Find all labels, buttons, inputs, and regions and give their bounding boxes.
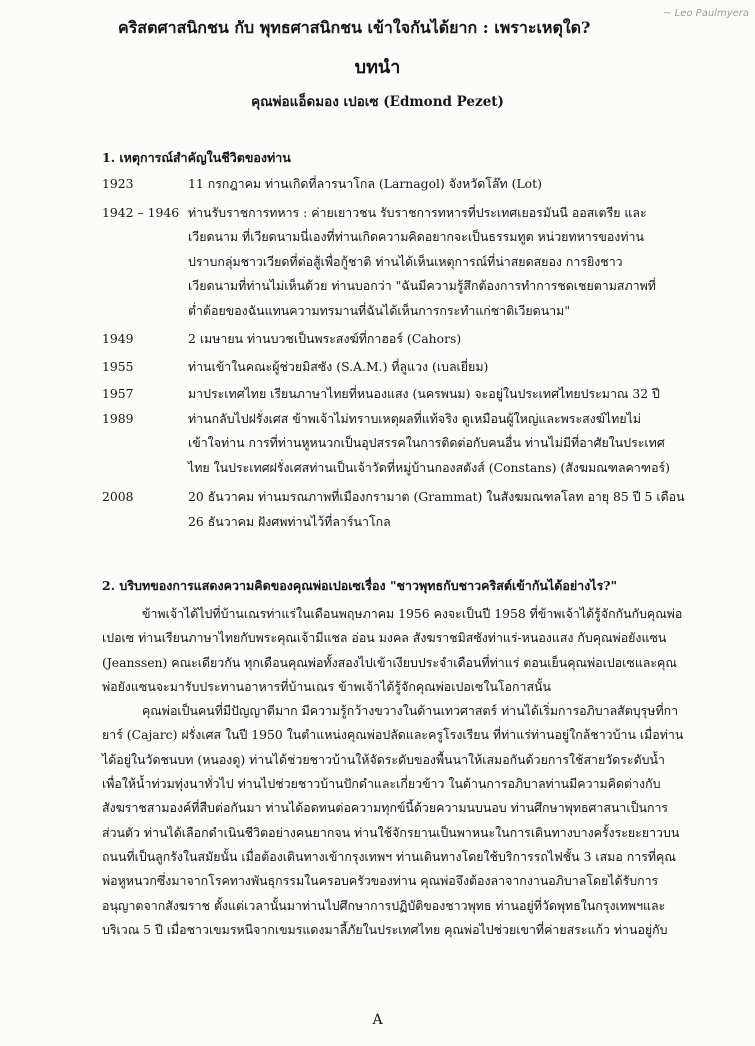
timeline-line: 2 เมษายน ท่านบวชเป็นพระสงฆ์ที่กาฮอร์ (Cahors) xyxy=(188,331,462,346)
timeline-text xyxy=(188,327,682,352)
paragraph-line: อนุญาตจากสังฆราช ตั้งแต่เวลานั้นมาท่านไปศึกษาการปฏิบัติของชาวพุทธ ท่านอยู่ที่วัดพุทธในกรุงเทพฯและ xyxy=(102,897,666,913)
timeline-line: ไทย ในประเทศฝรั่งเศสท่านเป็นเจ้าวัดที่หมู่บ้านกองสตังส์ (Constans) (สังฆมณฑลคาฑอร์) xyxy=(188,459,671,475)
timeline-text xyxy=(188,407,682,481)
timeline-line: ปราบกลุ่มชาวเวียดที่ต่อสู้เพื่อกู้ชาติ ท่านได้เห็นเหตุการณ์ที่น่าสยดสยอง การยิงชาว xyxy=(188,253,623,269)
author-name: คุณพ่อแอ็ดมอง เปอเซ (Edmond Pezet) xyxy=(251,94,504,110)
timeline-line: เวียดนาม ที่เวียดนามนี่เองที่ท่านเกิดความคิดอยากจะเป็นธรรมทูต หน่วยทหารของท่าน xyxy=(188,229,644,244)
document-subtitle: บทนำ xyxy=(354,57,401,78)
paragraph-line: คุณพ่อเป็นคนที่มีปัญญาดีมาก มีความรู้กว้างขวางในด้านเทวศาสตร์ ท่านได้เริ่มการอภิบาลสัตบุรุษที่กา xyxy=(142,703,679,719)
paragraph-line: เพื่อให้น้ำท่วมทุ่งนาทั่วไป ท่านไปช่วยชาวบ้านปักดำและเกี่ยวข้าว ในด้านการอภิบาลท่านมีความคิดต่างกับ xyxy=(102,776,661,792)
paragraph-line: เปอเซ ท่านเรียนภาษาไทยกับพระคุณเจ้ามีแชล อ่อน มงคล สังฆราชมิสซังท่าแร่-หนองแสง กับคุณพ่อยังแซน xyxy=(102,630,667,646)
timeline-text xyxy=(188,382,682,407)
timeline-entry xyxy=(102,201,682,324)
section-2-body xyxy=(102,602,682,942)
paragraph-line: ถนนที่เป็นลูกรังในสมัยนั้น เมื่อต้องเดินทางเข้ากรุงเทพฯ ท่านเดินทางโดยใช้บริการรถไฟชั้น 3 เสมอ การที่คุณ xyxy=(102,848,676,864)
paragraph-line: (Jeanssen) คณะเดียวกัน ทุกเดือนคุณพ่อทั้งสองไปเข้าเงียบประจำเดือนที่ท่าแร่ ตอนเย็นคุณพ่อเปอเซและคุณ xyxy=(102,654,677,670)
timeline-entry xyxy=(102,407,682,481)
timeline-entry xyxy=(102,355,682,380)
timeline-text xyxy=(188,485,685,534)
timeline-line: เข้าใจท่าน การที่ท่านหูหนวกเป็นอุปสรรคในการติดต่อกับคนอื่น ท่านไม่มีที่อาศัยในประเทศ xyxy=(188,435,665,450)
timeline-year: 1923 xyxy=(102,176,134,191)
timeline-text xyxy=(188,201,682,324)
paragraph xyxy=(102,699,682,942)
timeline-list xyxy=(102,172,685,534)
paragraph-line: บริเวณ 5 ปี เมื่อชาวเขมรหนีจากเขมรแดงมาลี้ภัยในประเทศไทย คุณพ่อไปช่วยเขาที่ค่ายสระแก้ว ท่านอยู่กับ xyxy=(102,921,668,937)
timeline-year: 2008 xyxy=(102,489,134,504)
timeline-year: 1942 – 1946 xyxy=(102,204,180,220)
timeline-line: 26 ธันวาคม ฝังศพท่านไว้ที่ลาร์นาโกล xyxy=(188,513,391,529)
paragraph xyxy=(102,602,682,699)
timeline-line: มาประเทศไทย เรียนภาษาไทยที่หนองแสง (นครพนม) จะอยู่ในประเทศไทยประมาณ 32 ปี xyxy=(188,386,660,401)
paragraph-line: ส่วนตัว ท่านได้เลือกดำเนินชีวิตอย่างคนยากจน ท่านใช้จักรยานเป็นพาหนะในการเดินทางบางครั้งระยะยาวบน xyxy=(102,824,680,840)
timeline-year: 1957 xyxy=(102,386,134,401)
timeline-line: 20 ธันวาคม ท่านมรณภาพที่เมืองกรามาต (Grammat) ในสังฆมณฑลโลท อายุ 85 ปี 5 เดือน xyxy=(188,489,685,504)
paragraph-line: พ่อหูหนวกซึ่งมาจากโรคทางพันธุกรรมในครอบครัวของท่าน คุณพ่อจึงต้องลาจากงานอภิบาลโดยได้รับการ xyxy=(102,873,659,889)
section-2-heading: 2. บริบทของการแสดงความคิดของคุณพ่อเปอเซเรื่อง "ชาวพุทธกับชาวคริสต์เข้ากันได้อย่างไร?" xyxy=(102,578,618,593)
timeline-line: 11 กรกฎาคม ท่านเกิดที่ลารนาโกล (Larnagol) จังหวัดโล๊ท (Lot) xyxy=(188,176,542,191)
paragraph-line: พ่อยังแซนจะมารับประทานอาหารที่บ้านเณร ข้าพเจ้าได้รู้จักคุณพ่อเปอเซในโอกาสนั้น xyxy=(102,678,551,694)
timeline-year: 1989 xyxy=(102,410,134,426)
timeline-entry xyxy=(102,485,685,534)
margin-handwriting: ~ Leo Paulmyera xyxy=(663,8,749,19)
paragraph-line: สังฆราชสามองค์ที่สืบต่อกันมา ท่านได้อดทนต่อความทุกข์นี้ด้วยความนบนอบ ท่านศึกษาพุทธศาสนาเป็นการ xyxy=(102,800,669,816)
timeline-entry xyxy=(102,327,682,352)
timeline-text xyxy=(188,355,682,380)
timeline-entry xyxy=(102,172,682,197)
timeline-entry xyxy=(102,382,682,407)
page-number: A xyxy=(372,1012,383,1028)
timeline-text xyxy=(188,172,682,197)
timeline-line: ท่านเข้าในคณะผู้ช่วยมิสซัง (S.A.M.) ที่ลูแวง (เบลเยี่ยม) xyxy=(188,358,489,374)
paragraph-line: ยาร์ (Cajarc) ฝรั่งเศส ในปี 1950 ในตำแหน่งคุณพ่อปลัดและครูโรงเรียน ที่ท่าแร่ท่านอยู่ใกล้ชาวบ้าน เมื่อท่าน xyxy=(102,727,684,743)
document-title: คริสตศาสนิกชน กับ พุทธศาสนิกชน เข้าใจกันได้ยาก : เพราะเหตุใด? xyxy=(118,18,591,37)
timeline-line: ต่ำต้อยของฉันแทนความทรมานที่ฉันได้เห็นการกระทำแก่ชาติเวียดนาม" xyxy=(188,302,571,318)
paragraph-line: ได้อยู่ในวัดชนบท (หนองดู) ท่านได้ช่วยชาวบ้านให้จัดระดับของพื้นนาให้เสมอกันด้วยการใช้สายวัดระดับน้ำ xyxy=(102,751,665,767)
timeline-line: ท่านรับราชการทหาร : ค่ายเยาวชน รับราชการทหารที่ประเทศเยอรมันนี ออสเตรีย และ xyxy=(188,204,647,220)
paragraph-line: ข้าพเจ้าได้ไปที่บ้านเณรท่าแร่ในเดือนพฤษภาคม 1956 คงจะเป็นปี 1958 ที่ข้าพเจ้าได้รู้จักกันกับคุณพ่อ xyxy=(142,606,683,621)
timeline-line: ท่านกลับไปฝรั่งเศส ข้าพเจ้าไม่ทราบเหตุผลที่แท้จริง ดูเหมือนผู้ใหญ่และพระสงฆ์ไทยไม่ xyxy=(188,410,641,426)
timeline-line: เวียดนามที่ท่านไม่เห็นด้วย ท่านบอกว่า "ฉันมีความรู้สึกต้องการทำการชดเชยตามสภาพที่ xyxy=(188,278,656,293)
section-1-heading: 1. เหตุการณ์สำคัญในชีวิตของท่าน xyxy=(102,150,291,165)
timeline-year: 1955 xyxy=(102,358,134,374)
timeline-year: 1949 xyxy=(102,331,134,346)
